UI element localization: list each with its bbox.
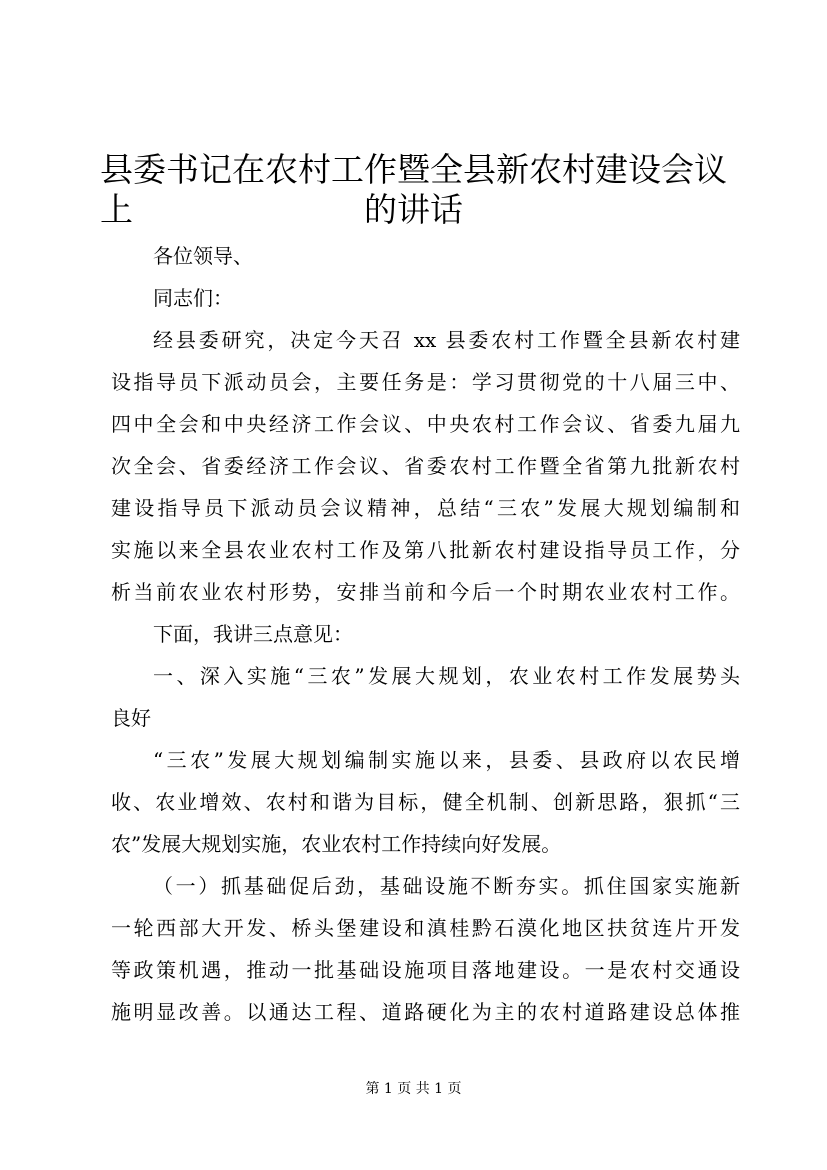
body-text-line: 同志们：: [153, 286, 233, 310]
page-footer: 第 1 页 共 1 页: [365, 1081, 462, 1097]
body-text-line: 等政策机遇，推动一批基础设施项目落地建设。一是农村交通设: [111, 958, 740, 982]
body-text-line: 下面，我讲三点意见：: [153, 622, 353, 646]
body-text-line: 析当前农业农村形势，安排当前和今后一个时期农业农村工作。: [111, 580, 740, 604]
body-text-line: 次全会、省委经济工作会议、省委农村工作暨全省第九批新农村: [111, 454, 740, 478]
body-text-line: 施明显改善。以通达工程、道路硬化为主的农村道路建设总体推: [111, 1000, 740, 1024]
body-text-line: 收、农业增效、农村和谐为目标，健全机制、创新思路，狠抓“三: [111, 790, 740, 814]
body-text-line: （一）抓基础促后劲，基础设施不断夯实。抓住国家实施新: [153, 874, 740, 898]
document-title-line-2: 的讲话: [364, 190, 463, 229]
body-text-line: 农”发展大规划实施，农业农村工作持续向好发展。: [111, 832, 562, 856]
body-text-line: 经县委研究，决定今天召 xx 县委农村工作暨全县新农村建: [153, 328, 740, 352]
document-title-line-1: 县委书记在农村工作暨全县新农村建设会议上: [100, 150, 727, 229]
body-text-line: 良好: [111, 706, 151, 730]
body-text-line: 建设指导员下派动员会议精神，总结“三农”发展大规划编制和: [111, 496, 740, 520]
body-text-line: 实施以来全县农业农村工作及第八批新农村建设指导员工作，分: [111, 538, 740, 562]
body-text-line: 一、深入实施“三农”发展大规划，农业农村工作发展势头: [153, 664, 740, 688]
body-text-line: “三农”发展大规划编制实施以来，县委、县政府以农民增: [153, 748, 740, 772]
body-text-line: 设指导员下派动员会，主要任务是：学习贯彻党的十八届三中、: [111, 370, 740, 394]
body-text-line: 一轮西部大开发、桥头堡建设和滇桂黔石漠化地区扶贫连片开发: [111, 916, 740, 940]
body-text-line: 四中全会和中央经济工作会议、中央农村工作会议、省委九届九: [111, 412, 740, 436]
body-text-line: 各位领导、: [153, 244, 253, 268]
